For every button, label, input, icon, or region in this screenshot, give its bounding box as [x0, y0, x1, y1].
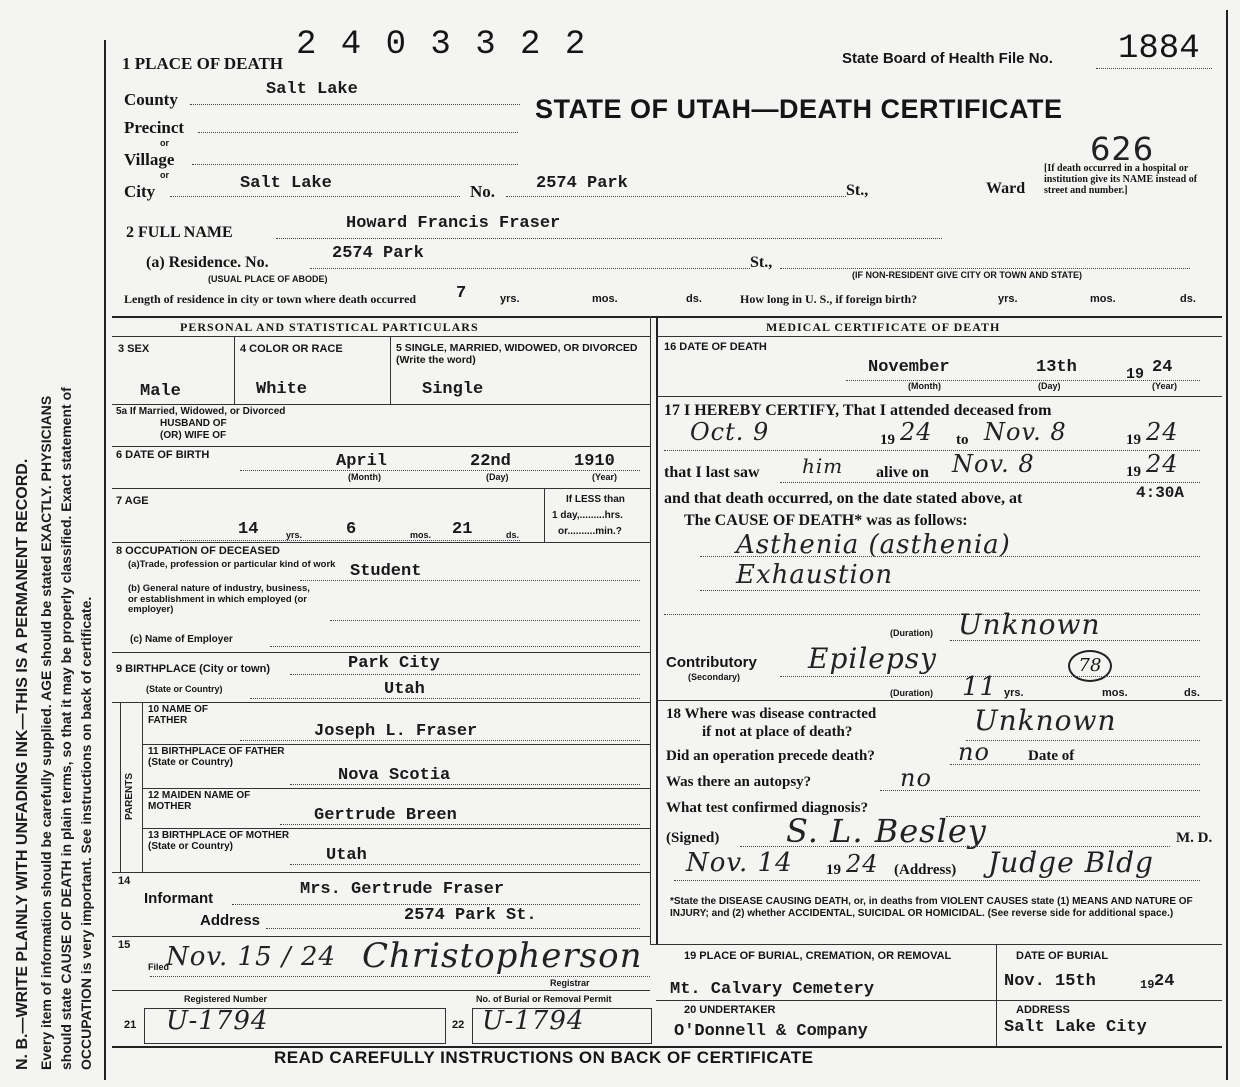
street-line: [506, 196, 846, 197]
city-line: [170, 196, 460, 197]
row16-rule: [656, 396, 1222, 397]
or-label-1: or: [160, 138, 169, 148]
row13-rule: [112, 872, 650, 873]
informant-label: Informant: [144, 890, 214, 907]
birthplace-label: 9 BIRTHPLACE (City or town): [116, 663, 270, 675]
occupation-line: [300, 580, 640, 581]
spouse-label-1: 5a If Married, Widowed, or Divorced: [116, 406, 286, 417]
ward-label: Ward: [986, 180, 1026, 197]
signed-label: (Signed): [666, 830, 720, 846]
certificate-title: STATE OF UTAH—DEATH CERTIFICATE: [535, 94, 1063, 124]
length-yrs-label: yrs.: [500, 293, 520, 305]
filed-line: [150, 976, 650, 977]
to-label: to: [956, 432, 969, 448]
length-ds-label: ds.: [686, 293, 702, 305]
full-name-label: 2 FULL NAME: [126, 224, 233, 241]
parents-label: PARENTS: [124, 772, 135, 820]
parents-right-divider: [142, 702, 143, 872]
contributory-label: Contributory: [666, 654, 757, 671]
signed-year-prefix: 19: [826, 862, 841, 878]
burial-place-label: 19 PLACE OF BURIAL, CREMATION, OR REMOVAL: [684, 950, 952, 962]
father-value: Joseph L. Fraser: [314, 722, 478, 741]
precinct-label: Precinct: [124, 118, 185, 137]
us-ds-label: ds.: [1180, 293, 1196, 305]
section-top-rule: [112, 316, 1222, 318]
side-note-line1: N. B.—WRITE PLAINLY WITH UNFADING INK—THIS IS A PERMANENT RECORD.: [14, 458, 31, 1070]
residence-line: [310, 268, 750, 269]
father-line: [240, 740, 640, 741]
age-yrs-label: yrs.: [286, 530, 303, 540]
registrar-label: Registrar: [550, 978, 590, 988]
dod-day: 13th: [1036, 358, 1077, 377]
item15-label: 15: [118, 939, 131, 951]
ward-number: 626: [1090, 130, 1155, 168]
operation-hw: no: [958, 738, 990, 766]
county-value: Salt Lake: [266, 80, 358, 99]
death-occurred-label: and that death occurred, on the date stated above, at: [664, 490, 1023, 507]
md-label: M. D.: [1176, 830, 1213, 846]
reg-number-value: U-1794: [166, 1006, 269, 1036]
signed-address-hw: Judge Bldg: [988, 846, 1154, 879]
us-residence-label: How long in U. S., if foreign birth?: [740, 292, 918, 306]
permit-label: No. of Burial or Removal Permit: [476, 994, 612, 1004]
q18-line: [966, 740, 1200, 741]
marital-label: 5 SINGLE, MARRIED, WIDOWED, OR DIVORCED (Write the word): [396, 342, 638, 366]
age-mos: 6: [346, 520, 357, 539]
length-of-residence-yrs: 7: [456, 284, 467, 303]
mother-bp-value: Utah: [326, 846, 367, 865]
filed-date-hw: Nov. 15 / 24: [166, 942, 336, 972]
dob-month: April: [336, 452, 388, 471]
us-mos-label: mos.: [1090, 293, 1116, 305]
cause-hw-1: Asthenia (asthenia): [736, 530, 1011, 560]
age-ds-label: ds.: [506, 530, 520, 540]
cause-line-3: [664, 614, 1200, 615]
street-st-label: St.,: [846, 182, 869, 199]
color-label: 4 COLOR OR RACE: [240, 343, 343, 355]
q18-hw: Unknown: [974, 704, 1117, 737]
dod-year-sub: (Year): [1152, 381, 1178, 391]
burial-year-prefix: 19: [1140, 978, 1155, 992]
dod-year: 24: [1152, 358, 1173, 377]
age-yrs: 14: [238, 520, 259, 539]
mother-label: 12 MAIDEN NAME OF MOTHER: [148, 790, 251, 812]
dod-year-prefix: 19: [1126, 366, 1145, 383]
last-saw-label: that I last saw: [664, 464, 760, 481]
personal-heading-rule: [112, 336, 650, 337]
or-label-2: or: [160, 170, 169, 180]
occupation-b-label: (b) General nature of industry, business, or establishment in which employed (or employer): [128, 583, 310, 615]
spouse-label-2: HUSBAND OF: [160, 418, 227, 429]
operation-label: Did an operation precede death?: [666, 748, 875, 764]
residence-st-label: St.,: [750, 254, 773, 271]
occupation-a-label: (a)Trade, profession or particular kind of work: [128, 559, 336, 570]
age-mos-label: mos.: [410, 530, 432, 540]
informant-value: Mrs. Gertrude Fraser: [300, 880, 505, 899]
occupation-b-line: [330, 620, 640, 621]
row9-rule: [112, 702, 650, 703]
row8-rule: [112, 652, 650, 653]
precinct-line: [198, 132, 518, 133]
mother-bp-label: 13 BIRTHPLACE OF MOTHER (State or Country): [148, 830, 290, 852]
less-than-label-3: or..........min.?: [558, 526, 622, 537]
dob-line: [240, 470, 640, 471]
father-label: 10 NAME OF FATHER: [148, 704, 209, 726]
duration-line-1: [950, 640, 1200, 641]
undertaker-address-value: Salt Lake City: [1004, 1018, 1147, 1037]
burial-place-value: Mt. Calvary Cemetery: [670, 980, 875, 999]
residence-value: 2574 Park: [332, 244, 424, 263]
certify-label: 17 I HEREBY CERTIFY, That I attended deceased from: [664, 402, 1052, 419]
q18-label-b: if not at place of death?: [702, 724, 853, 740]
sex-label: 3 SEX: [118, 343, 150, 355]
employer-label: (c) Name of Employer: [130, 634, 233, 645]
marital-value: Single: [422, 380, 484, 399]
contributory-sub: (Secondary): [688, 672, 741, 682]
duration-hw-2: 11: [962, 672, 998, 702]
burial-date-value: Nov. 15th: [1004, 972, 1096, 991]
signed-year-hw: 24: [846, 850, 879, 878]
form-left-border: [104, 40, 106, 1080]
file-no: 1884: [1118, 30, 1200, 68]
burial-date-label: DATE OF BURIAL: [1016, 950, 1109, 962]
city-label: City: [124, 182, 156, 201]
birth-state: Utah: [384, 680, 425, 699]
informant-line: [232, 904, 640, 905]
medical-heading-rule: [656, 336, 1222, 337]
from-year-prefix: 19: [880, 432, 895, 448]
test-label: What test confirmed diagnosis?: [666, 800, 869, 816]
dob-month-sub: (Month): [348, 472, 381, 482]
age-less-divider: [544, 488, 545, 542]
mother-value: Gertrude Breen: [314, 806, 457, 825]
burial-year-value: 24: [1154, 972, 1175, 991]
county-line: [190, 104, 520, 105]
village-label: Village: [124, 150, 175, 169]
occupation-label: 8 OCCUPATION OF DECEASED: [116, 545, 280, 557]
row10-rule: [142, 744, 650, 745]
cause-label: The CAUSE OF DEATH* was as follows:: [684, 512, 968, 529]
center-divider-2: [650, 316, 651, 944]
dod-month-sub: (Month): [908, 381, 941, 391]
row17-rule: [656, 700, 1222, 701]
county-label: County: [124, 90, 178, 109]
dob-day-sub: (Day): [486, 472, 509, 482]
street-value: 2574 Park: [536, 174, 628, 193]
item22-label: 22: [452, 1019, 465, 1031]
less-than-label-1: If LESS than: [566, 494, 625, 505]
from-date-hw: Oct. 9: [690, 418, 770, 446]
color-col-divider: [390, 336, 391, 404]
duration-hw-1: Unknown: [958, 608, 1101, 641]
full-name-value: Howard Francis Fraser: [346, 214, 561, 233]
length-of-residence-label: Length of residence in city or town where death occurred: [124, 292, 417, 306]
alive-on-label: alive on: [876, 464, 929, 481]
operation-line: [950, 764, 1200, 765]
center-divider: [656, 316, 658, 944]
cause-hw-2: Exhaustion: [736, 560, 894, 590]
duration2-mos-label: mos.: [1102, 687, 1128, 699]
row7-rule: [112, 542, 650, 543]
sex-col-divider: [234, 336, 235, 404]
parents-left-divider: [120, 702, 121, 872]
death-time: 4:30A: [1136, 484, 1185, 502]
father-bp-line: [290, 784, 640, 785]
ward-note: [If death occurred in a hospital or institution give its NAME instead of street and number.]: [1044, 163, 1198, 196]
row15-rule: [112, 990, 650, 991]
dod-day-sub: (Day): [1038, 381, 1061, 391]
signed-date-line: [674, 880, 1200, 881]
row12-rule: [142, 828, 650, 829]
duration2-yrs-label: yrs.: [1004, 687, 1024, 699]
autopsy-line: [880, 790, 1200, 791]
side-note-line2: Every item of information should be carefully supplied. AGE should be stated EXACTLY. PHYSICIANS: [38, 395, 54, 1070]
autopsy-label: Was there an autopsy?: [666, 774, 812, 790]
side-note-line3: should state CAUSE OF DEATH in plain terms, so that it may be properly classified. Exact statement of: [58, 387, 74, 1070]
alive-date-hw: Nov. 8: [952, 450, 1035, 478]
village-line: [192, 164, 518, 165]
informant-address-line: [266, 928, 640, 929]
burial-col-divider: [996, 944, 997, 1046]
duration-label-2: (Duration): [890, 688, 933, 698]
employer-line: [270, 646, 640, 647]
birth-state-line: [250, 698, 640, 699]
last-saw-line: [780, 482, 1200, 483]
q18-label-a: 18 Where was disease contracted: [666, 706, 877, 722]
undertaker-address-label: ADDRESS: [1016, 1004, 1070, 1016]
to-year-prefix: 19: [1126, 432, 1141, 448]
row5a-rule: [112, 446, 650, 447]
alive-year-prefix: 19: [1126, 464, 1141, 480]
father-bp-value: Nova Scotia: [338, 766, 451, 785]
undertaker-label: 20 UNDERTAKER: [684, 1004, 776, 1016]
item21-label: 21: [124, 1019, 137, 1031]
file-no-label: State Board of Health File No.: [842, 50, 1053, 67]
burial-mid-rule: [656, 1000, 1222, 1001]
file-no-line: [1096, 68, 1212, 69]
dob-label: 6 DATE OF BIRTH: [116, 449, 210, 461]
place-of-death-label: 1 PLACE OF DEATH: [122, 54, 284, 73]
signed-address-label: (Address): [894, 862, 957, 878]
row11-rule: [142, 788, 650, 789]
row6-rule: [112, 488, 650, 489]
cause-line-2: [700, 590, 1200, 591]
non-resident-note: (IF NON-RESIDENT GIVE CITY OR TOWN AND STATE): [852, 270, 1083, 280]
dod-line: [846, 380, 1200, 381]
informant-address-value: 2574 Park St.: [404, 906, 537, 925]
residence-sub-label: (USUAL PLACE OF ABODE): [208, 274, 328, 284]
residence-label: (a) Residence. No.: [146, 254, 269, 271]
to-year-hw: 24: [1146, 418, 1179, 446]
age-line: [180, 540, 520, 541]
dob-day: 22nd: [470, 452, 511, 471]
father-bp-label: 11 BIRTHPLACE OF FATHER (State or Country): [148, 746, 285, 768]
signed-date-hw: Nov. 14: [686, 848, 793, 878]
duration-label-1: (Duration): [890, 628, 933, 638]
side-note-line4: OCCUPATION is very important. See instructions on back of certificate.: [78, 596, 94, 1070]
row3-rule: [112, 404, 650, 405]
city-value: Salt Lake: [240, 174, 332, 193]
burial-top-rule: [650, 944, 1222, 945]
informant-address-label: Address: [200, 912, 261, 929]
residence-line-2: [780, 268, 1190, 269]
street-no-label: No.: [470, 182, 496, 201]
contributory-code: 78: [1068, 650, 1112, 682]
footnote: *State the DISEASE CAUSING DEATH, or, in deaths from VIOLENT CAUSES state (1) MEANS AND NATURE OF INJURY; and (2) whether ACCIDENTAL, SUICIDAL OR HOMICIDAL. (See reverse side for additional space.): [670, 896, 1193, 919]
birthplace-sub: (State or Country): [146, 684, 223, 694]
age-label: 7 AGE: [116, 495, 149, 507]
him-hw: him: [802, 454, 844, 478]
alive-year-hw: 24: [1146, 450, 1179, 478]
cause-line-1: [700, 556, 1200, 557]
reg-number-label: Registered Number: [184, 994, 268, 1004]
full-name-line: [276, 238, 942, 239]
contributory-hw: Epilepsy: [808, 642, 937, 675]
mother-line: [280, 824, 640, 825]
medical-heading: MEDICAL CERTIFICATE OF DEATH: [766, 320, 1001, 334]
occupation-value: Student: [350, 562, 422, 581]
stamp-number: 2 4 0 3 3 2 2: [296, 26, 588, 64]
birth-city: Park City: [348, 654, 440, 673]
sex-value: Male: [140, 382, 181, 401]
birth-city-line: [290, 674, 640, 675]
personal-heading: PERSONAL AND STATISTICAL PARTICULARS: [180, 320, 479, 334]
spouse-label-3: (OR) WIFE OF: [160, 430, 227, 441]
footer-note: READ CAREFULLY INSTRUCTIONS ON BACK OF CERTIFICATE: [274, 1048, 814, 1067]
age-ds: 21: [452, 520, 473, 539]
signed-hw: S. L. Besley: [786, 812, 987, 850]
less-than-label-2: 1 day,.........hrs.: [552, 510, 623, 521]
registrar-signature: Christopherson: [362, 936, 643, 976]
color-value: White: [256, 380, 308, 399]
dob-year: 1910: [574, 452, 615, 471]
filed-label: Filed: [148, 962, 170, 972]
mother-bp-line: [290, 864, 640, 865]
duration2-ds-label: ds.: [1184, 687, 1200, 699]
from-year-hw: 24: [900, 418, 933, 446]
us-yrs-label: yrs.: [998, 293, 1018, 305]
to-date-hw: Nov. 8: [984, 418, 1067, 446]
form-right-border: [1226, 10, 1228, 1080]
dob-year-sub: (Year): [592, 472, 618, 482]
undertaker-value: O'Donnell & Company: [674, 1022, 868, 1041]
certify-line: [664, 450, 1200, 451]
dod-month: November: [868, 358, 950, 377]
length-mos-label: mos.: [592, 293, 618, 305]
date-of-label: Date of: [1028, 748, 1075, 764]
dod-label: 16 DATE OF DEATH: [664, 341, 767, 353]
autopsy-hw: no: [900, 764, 932, 792]
permit-value: U-1794: [482, 1006, 585, 1036]
item14-label: 14: [118, 875, 131, 887]
